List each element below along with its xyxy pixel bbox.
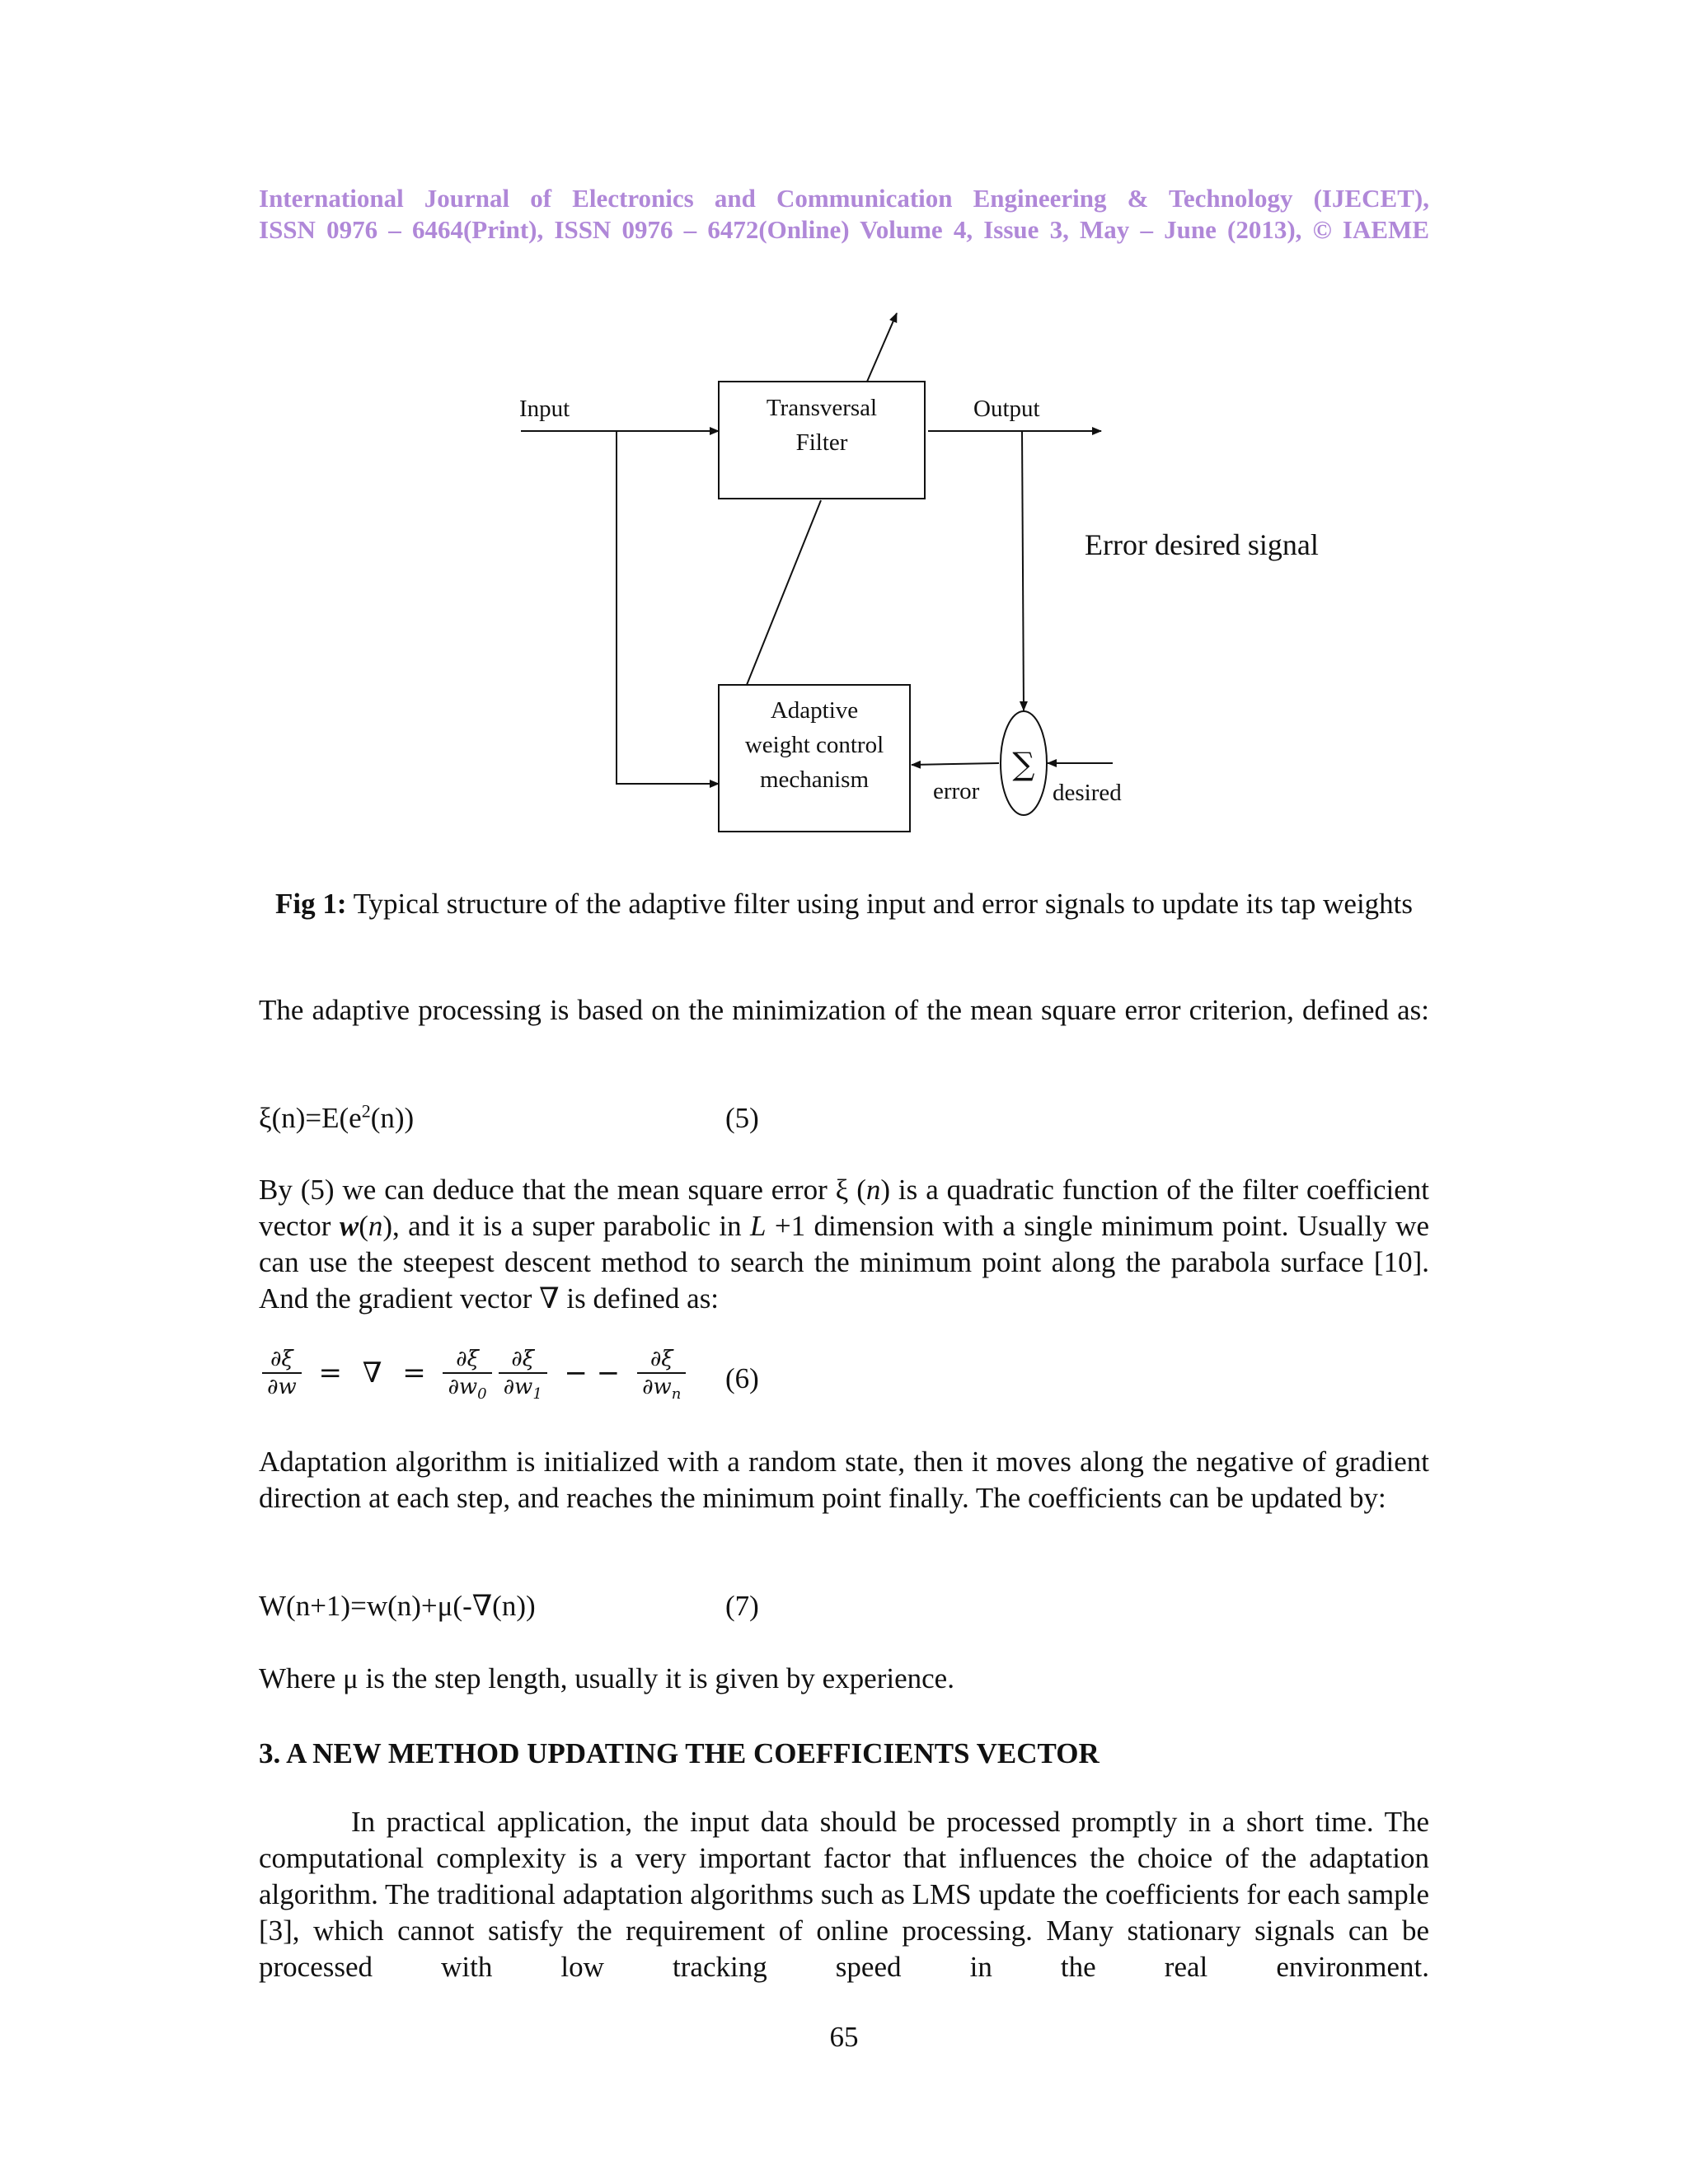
eq6-num4: ∂ξ	[637, 1346, 686, 1374]
adaptive-label-line1: Adaptive	[770, 697, 859, 724]
filter-label-line1: Transversal	[766, 395, 878, 421]
eq6-num1: ∂ξ	[262, 1346, 302, 1374]
p2-t4: ), and it is a super parabolic in	[382, 1210, 751, 1242]
eq6-nabla: ∇	[362, 1357, 382, 1390]
section-heading: 3. A NEW METHOD UPDATING THE COEFFICIENTS VECTOR	[259, 1737, 1100, 1769]
eq6-sub3: 1	[532, 1385, 542, 1404]
p2-L: L	[750, 1210, 767, 1242]
paragraph-mse	[259, 992, 1429, 1029]
weight-update-line	[747, 500, 821, 685]
p2-t6: is defined as:	[559, 1282, 720, 1315]
eq6-num3: ∂ξ	[499, 1346, 547, 1374]
filter-label-line2: Filter	[795, 429, 848, 456]
eq6-frac1	[262, 1346, 302, 1400]
adaptive-label-line3: mechanism	[759, 766, 870, 793]
eq5-sup: 2	[361, 1100, 371, 1122]
p2-w: w	[339, 1210, 359, 1242]
paragraph-adaptation-text: Adaptation algorithm is initialized with a random state, then it moves along the negative of gradient direction at each step, and reaches the minimum point finally. The coefficients can be updated by:	[259, 1446, 1429, 1514]
journal-header-line2: ISSN 0976 – 6464(Print), ISSN 0976 – 6472(Online) Volume 4, Issue 3, May – June (2013), © IAEME	[259, 215, 1429, 244]
journal-header-line1: International Journal of Electronics and Communication Engineering & Technology (IJECET),	[259, 184, 1429, 213]
output-label: Output	[973, 396, 1040, 422]
p2-n2: n	[368, 1210, 383, 1242]
paragraph-step-length	[259, 1661, 1429, 1697]
eq6-equals2: =	[402, 1357, 426, 1390]
paragraph-practical-text: In practical application, the input data should be processed promptly in a short time. The computational complexity is a very important factor that influences the choice of the adaptation algorithm. The traditional adaptation algorithms such as LMS update the coefficients for each sample [3], which cannot satisfy the requirement of online processing. Many stationary signals can be processed with low tracking speed in the real environment.	[259, 1806, 1429, 1983]
figure-caption	[259, 886, 1429, 922]
adaptive-label-line2: weight control	[744, 732, 884, 758]
p2-t2: ) is a quadratic function of the filter coefficient vector	[259, 1174, 1429, 1242]
output-to-sum-arrow	[1022, 431, 1024, 710]
figure-caption-label: Fig 1:	[274, 888, 347, 920]
equation-6-number: (6)	[725, 1362, 759, 1394]
eq5-lhs: ξ(n)=E(e	[259, 1102, 362, 1134]
equation-7: W(n+1)=w(n)+μ(-∇(n))	[259, 1590, 536, 1622]
paragraph-adaptation	[259, 1444, 1429, 1516]
error-desired-signal-label: Error desired signal	[1085, 528, 1319, 561]
eq6-den1: ∂w	[267, 1375, 297, 1399]
filter-tuning-arrow	[867, 313, 897, 382]
eq6-dashes: − −	[564, 1357, 621, 1390]
p2-nabla: ∇	[539, 1282, 560, 1315]
eq5-rhs: (n))	[370, 1102, 415, 1134]
equation-5	[259, 1100, 414, 1137]
p2-n: n	[865, 1174, 881, 1206]
equation-6	[259, 1346, 689, 1404]
eq6-num2: ∂ξ	[443, 1346, 491, 1374]
eq6-frac4	[637, 1346, 686, 1404]
p2-t1: By (5) we can deduce that the mean square error ξ (	[259, 1174, 866, 1206]
input-branch-arrow	[617, 431, 719, 784]
adaptive-filter-diagram	[0, 0, 1688, 874]
p2-t5: +1 dimension with a single minimum point. Usually we can use the steepest descent method to search the minimum point along the parabola surface [10]. And the gradient vector	[259, 1210, 1429, 1315]
paragraph-quadratic	[259, 1172, 1429, 1317]
sum-symbol: ∑	[1012, 746, 1035, 782]
input-label: Input	[519, 396, 570, 422]
eq6-sub4: n	[671, 1385, 682, 1404]
paragraph-step-length-text: Where μ is the step length, usually it is given by experience.	[259, 1662, 954, 1694]
paragraph-mse-text: The adaptive processing is based on the minimization of the mean square error criterion, defined as:	[259, 994, 1429, 1026]
eq6-frac2	[443, 1346, 491, 1404]
eq6-sub2: 0	[477, 1385, 487, 1404]
eq6-den4: ∂w	[642, 1375, 672, 1399]
desired-label: desired	[1053, 780, 1122, 806]
eq6-den2: ∂w	[448, 1375, 478, 1399]
error-label: error	[933, 778, 980, 804]
paragraph-practical	[259, 1804, 1429, 1985]
eq6-frac3	[499, 1346, 547, 1404]
equation-5-number: (5)	[725, 1102, 759, 1134]
eq6-den3: ∂w	[503, 1375, 533, 1399]
figure-caption-text: Typical structure of the adaptive filter using input and error signals to update its tap weights	[346, 888, 1414, 920]
p2-t3: (	[359, 1210, 368, 1242]
page-number: 65	[829, 2021, 859, 2053]
eq6-equals1: =	[318, 1357, 342, 1390]
error-arrow	[912, 763, 999, 765]
equation-7-number: (7)	[725, 1590, 759, 1622]
